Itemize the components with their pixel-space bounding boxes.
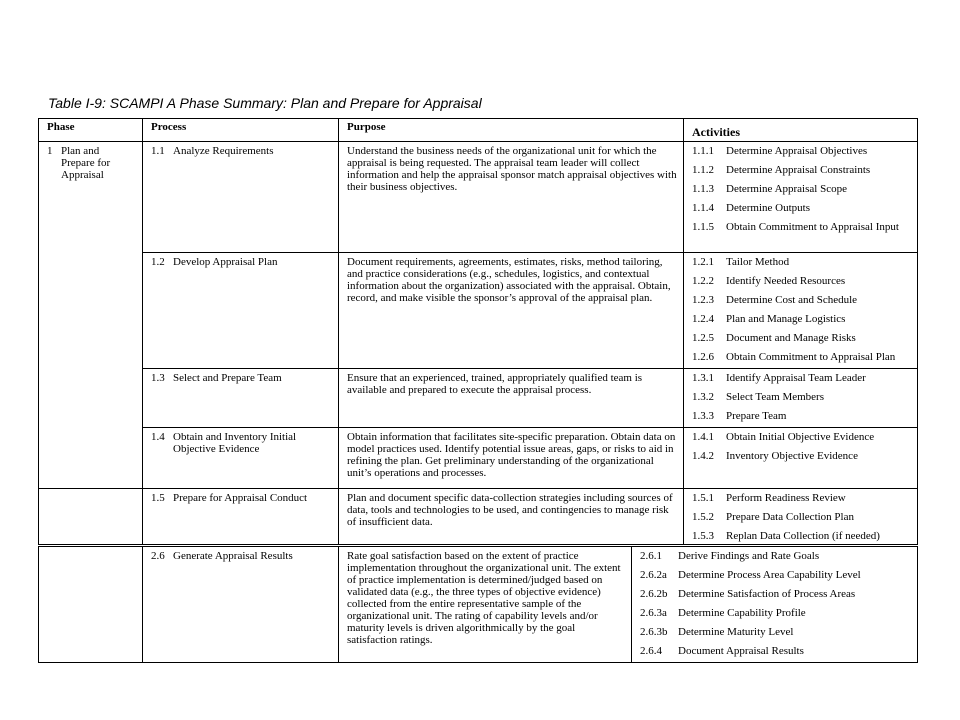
process-name: Analyze Requirements [173,145,274,157]
activities-cell [632,547,918,663]
activity-item: 1.2.1 Tailor Method [692,256,790,268]
purpose-cell: Understand the business needs of the organizational unit for which the appraisal is being requested. The appraisal team leader will collect information and help the appraisal sponsor match appraisal objectives with their business objectives. [339,142,684,253]
process-name: Obtain and Inventory Initial Objective Evidence [173,431,297,455]
purpose-cell: Plan and document specific data-collection strategies including sources of data, tools and technologies to be used, and contingencies to manage risk of insufficient data. [339,489,684,545]
activity-item: 1.1.4 Determine Outputs [692,202,811,214]
activity-item: 1.1.2 Determine Appraisal Constraints [692,164,871,176]
activity-item: 1.2.5 Document and Manage Risks [692,332,856,344]
process-cell [143,253,339,369]
phase-cell [39,142,143,253]
header-process: Process [143,119,339,142]
process-number: 1.4 [151,431,165,443]
activity-item: 1.1.5 Obtain Commitment to Appraisal Input [692,221,899,233]
activity-item: 1.1.1 Determine Appraisal Objectives [692,145,868,157]
activities-cell [684,428,918,489]
activities-cell [684,489,918,545]
activity-item: 1.3.3 Prepare Team [692,410,787,422]
activity-item: 1.4.1 Obtain Initial Objective Evidence [692,431,875,443]
process-name: Generate Appraisal Results [173,550,293,562]
activity-item: 2.6.4 Document Appraisal Results [640,645,804,657]
process-name: Develop Appraisal Plan [173,256,278,268]
header-activities: Activities [684,119,918,142]
activity-item: 2.6.2a Determine Process Area Capability Level [640,569,861,581]
process-number: 1.3 [151,372,165,384]
phase-summary-table [38,118,918,545]
activity-item: 1.1.3 Determine Appraisal Scope [692,183,847,195]
activities-cell [684,253,918,369]
header-row [39,119,918,142]
activity-item: 1.3.1 Identify Appraisal Team Leader [692,372,866,384]
activity-item: 2.6.3a Determine Capability Profile [640,607,806,619]
activity-item: 1.4.2 Inventory Objective Evidence [692,450,858,462]
phase-name: Plan and Prepare for Appraisal [61,145,111,181]
table-row [39,428,918,489]
activity-item: 2.6.2b Determine Satisfaction of Process Areas [640,588,856,600]
phase-cell-empty [39,547,143,663]
process-cell [143,142,339,253]
phase-cell-empty [39,428,143,489]
activity-item: 2.6.3b Determine Maturity Level [640,626,794,638]
table-caption: Table I-9: SCAMPI A Phase Summary: Plan and Prepare for Appraisal [48,95,482,111]
process-cell [143,547,339,663]
table-row [39,547,918,663]
table-row [39,369,918,428]
phase-cell-empty [39,489,143,545]
header-phase: Phase [39,119,143,142]
process-number: 2.6 [151,550,165,562]
process-name: Prepare for Appraisal Conduct [173,492,308,504]
activity-item: 1.3.2 Select Team Members [692,391,824,403]
activity-item: 1.5.2 Prepare Data Collection Plan [692,511,854,523]
activities-cell [684,369,918,428]
table-row [39,253,918,369]
header-purpose: Purpose [339,119,684,142]
process-number: 1.1 [151,145,165,157]
process-cell [143,428,339,489]
table-row [39,142,918,253]
process-number: 1.2 [151,256,165,268]
purpose-cell: Rate goal satisfaction based on the extent of practice implementation throughout the organizational unit. The extent of practice implementation is determined/judged based on validated data (e.g., the three types of objective evidence) collected from the entire representative sample of the organizational unit. The rating of capability levels and/or maturity levels is driven algorithmically by the goal satisfaction ratings. [339,547,632,663]
phase-number: 1 [47,145,53,157]
activity-item: 1.2.3 Determine Cost and Schedule [692,294,858,306]
process-name: Select and Prepare Team [173,372,282,384]
process-cell [143,369,339,428]
activity-item: 1.5.1 Perform Readiness Review [692,492,846,504]
activity-item: 2.6.1 Derive Findings and Rate Goals [640,550,820,562]
activity-item: 1.2.6 Obtain Commitment to Appraisal Plan [692,351,896,363]
purpose-cell: Ensure that an experienced, trained, appropriately qualified team is available and prepared to execute the appraisal process. [339,369,684,428]
results-table [38,546,918,663]
activity-item: 1.2.2 Identify Needed Resources [692,275,846,287]
purpose-cell: Document requirements, agreements, estimates, risks, method tailoring, and practice considerations (e.g., schedules, logistics, and contextual information about the organization) associated with the appraisal. Obtain, record, and make visible the sponsor’s approval of the appraisal plan. [339,253,684,369]
activity-item: 1.5.3 Replan Data Collection (if needed) [692,530,880,542]
table-row [39,489,918,545]
purpose-cell: Obtain information that facilitates site-specific preparation. Obtain data on model practices used. Identify potential issue areas, gaps, or risks to aid in refining the plan. Get preliminary understanding of the organizational unit’s operations and processes. [339,428,684,489]
phase-cell-empty [39,253,143,369]
process-cell [143,489,339,545]
activity-item: 1.2.4 Plan and Manage Logistics [692,313,846,325]
activities-cell [684,142,918,253]
process-number: 1.5 [151,492,165,504]
phase-cell-empty [39,369,143,428]
